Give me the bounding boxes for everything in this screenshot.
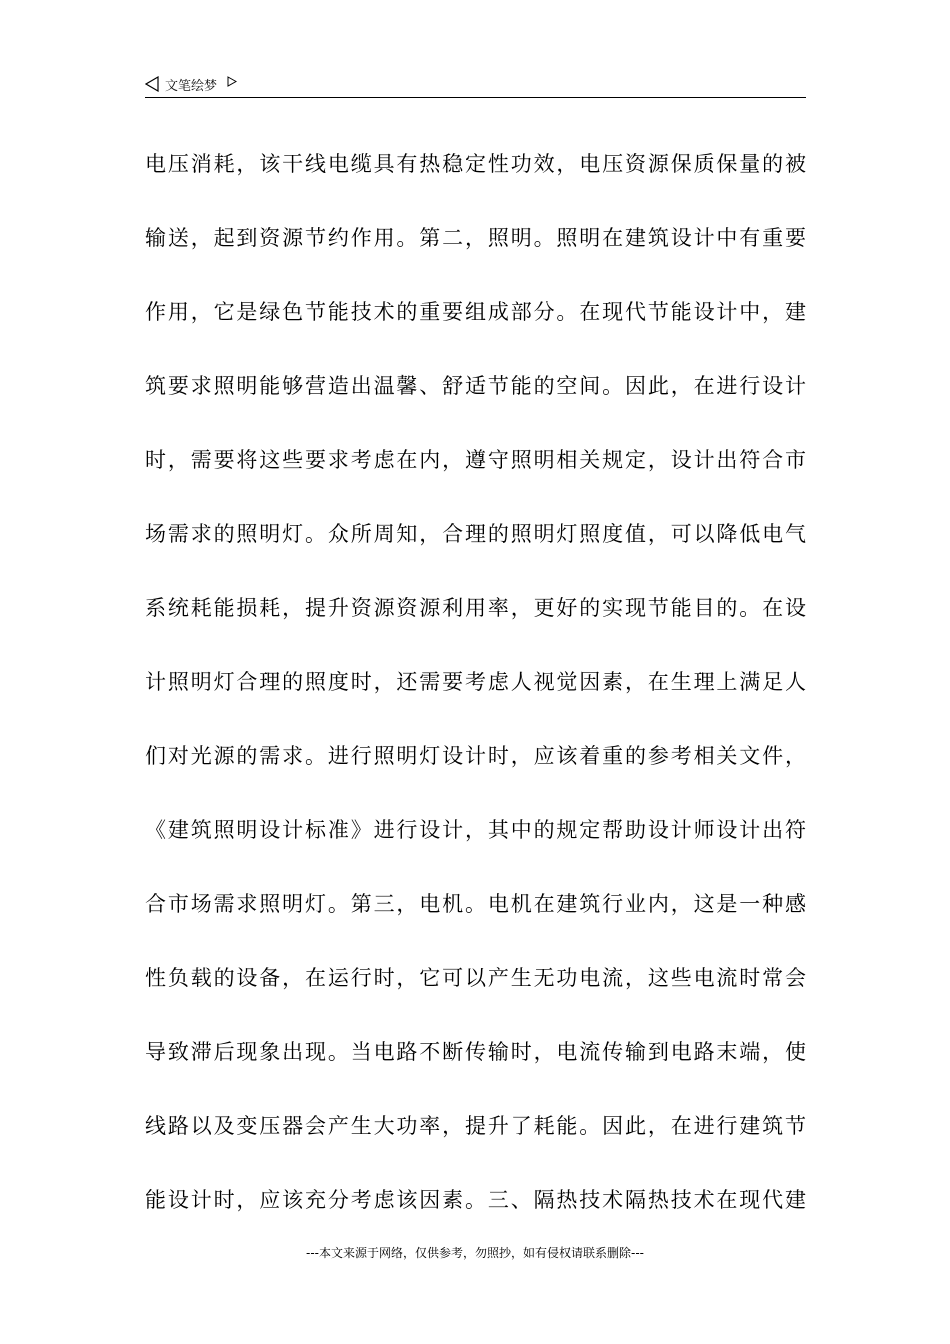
text-line: 输送，起到资源节约作用。第二，照明。照明在建筑设计中有重要 [145, 226, 806, 250]
text-line: 电压消耗，该干线电缆具有热稳定性功效，电压资源保质保量的被 [145, 152, 806, 176]
text-line: 作用，它是绿色节能技术的重要组成部分。在现代节能设计中，建 [145, 300, 806, 324]
triangle-left-icon [145, 76, 159, 92]
text-line: 筑要求照明能够营造出温馨、舒适节能的空间。因此，在进行设计 [145, 374, 806, 398]
text-line: 《建筑照明设计标准》进行设计，其中的规定帮助设计师设计出符 [145, 818, 806, 842]
text-line: 系统耗能损耗，提升资源资源利用率，更好的实现节能目的。在设 [145, 596, 806, 620]
triangle-right-icon [227, 76, 237, 87]
header-title: 文笔绘梦 [165, 78, 218, 94]
text-line: 导致滞后现象出现。当电路不断传输时，电流传输到电路末端，使 [145, 1040, 806, 1064]
text-line: 线路以及变压器会产生大功率，提升了耗能。因此，在进行建筑节 [145, 1114, 806, 1138]
text-line: 们对光源的需求。进行照明灯设计时，应该着重的参考相关文件， [145, 744, 806, 768]
footer-notice: ---本文来源于网络，仅供参考，勿照抄，如有侵权请联系删除--- [306, 1246, 644, 1260]
text-line: 性负载的设备，在运行时，它可以产生无功电流，这些电流时常会 [145, 966, 806, 990]
text-line: 合市场需求照明灯。第三，电机。电机在建筑行业内，这是一种感 [145, 892, 806, 916]
text-line: 场需求的照明灯。众所周知，合理的照明灯照度值，可以降低电气 [145, 522, 806, 546]
document-body [145, 127, 806, 1237]
header-divider [145, 97, 806, 98]
text-line: 时，需要将这些要求考虑在内，遵守照明相关规定，设计出符合市 [145, 448, 806, 472]
text-line: 计照明灯合理的照度时，还需要考虑人视觉因素，在生理上满足人 [145, 670, 806, 694]
page-header [145, 74, 237, 94]
text-line: 能设计时，应该充分考虑该因素。三、隔热技术隔热技术在现代建 [145, 1188, 806, 1212]
